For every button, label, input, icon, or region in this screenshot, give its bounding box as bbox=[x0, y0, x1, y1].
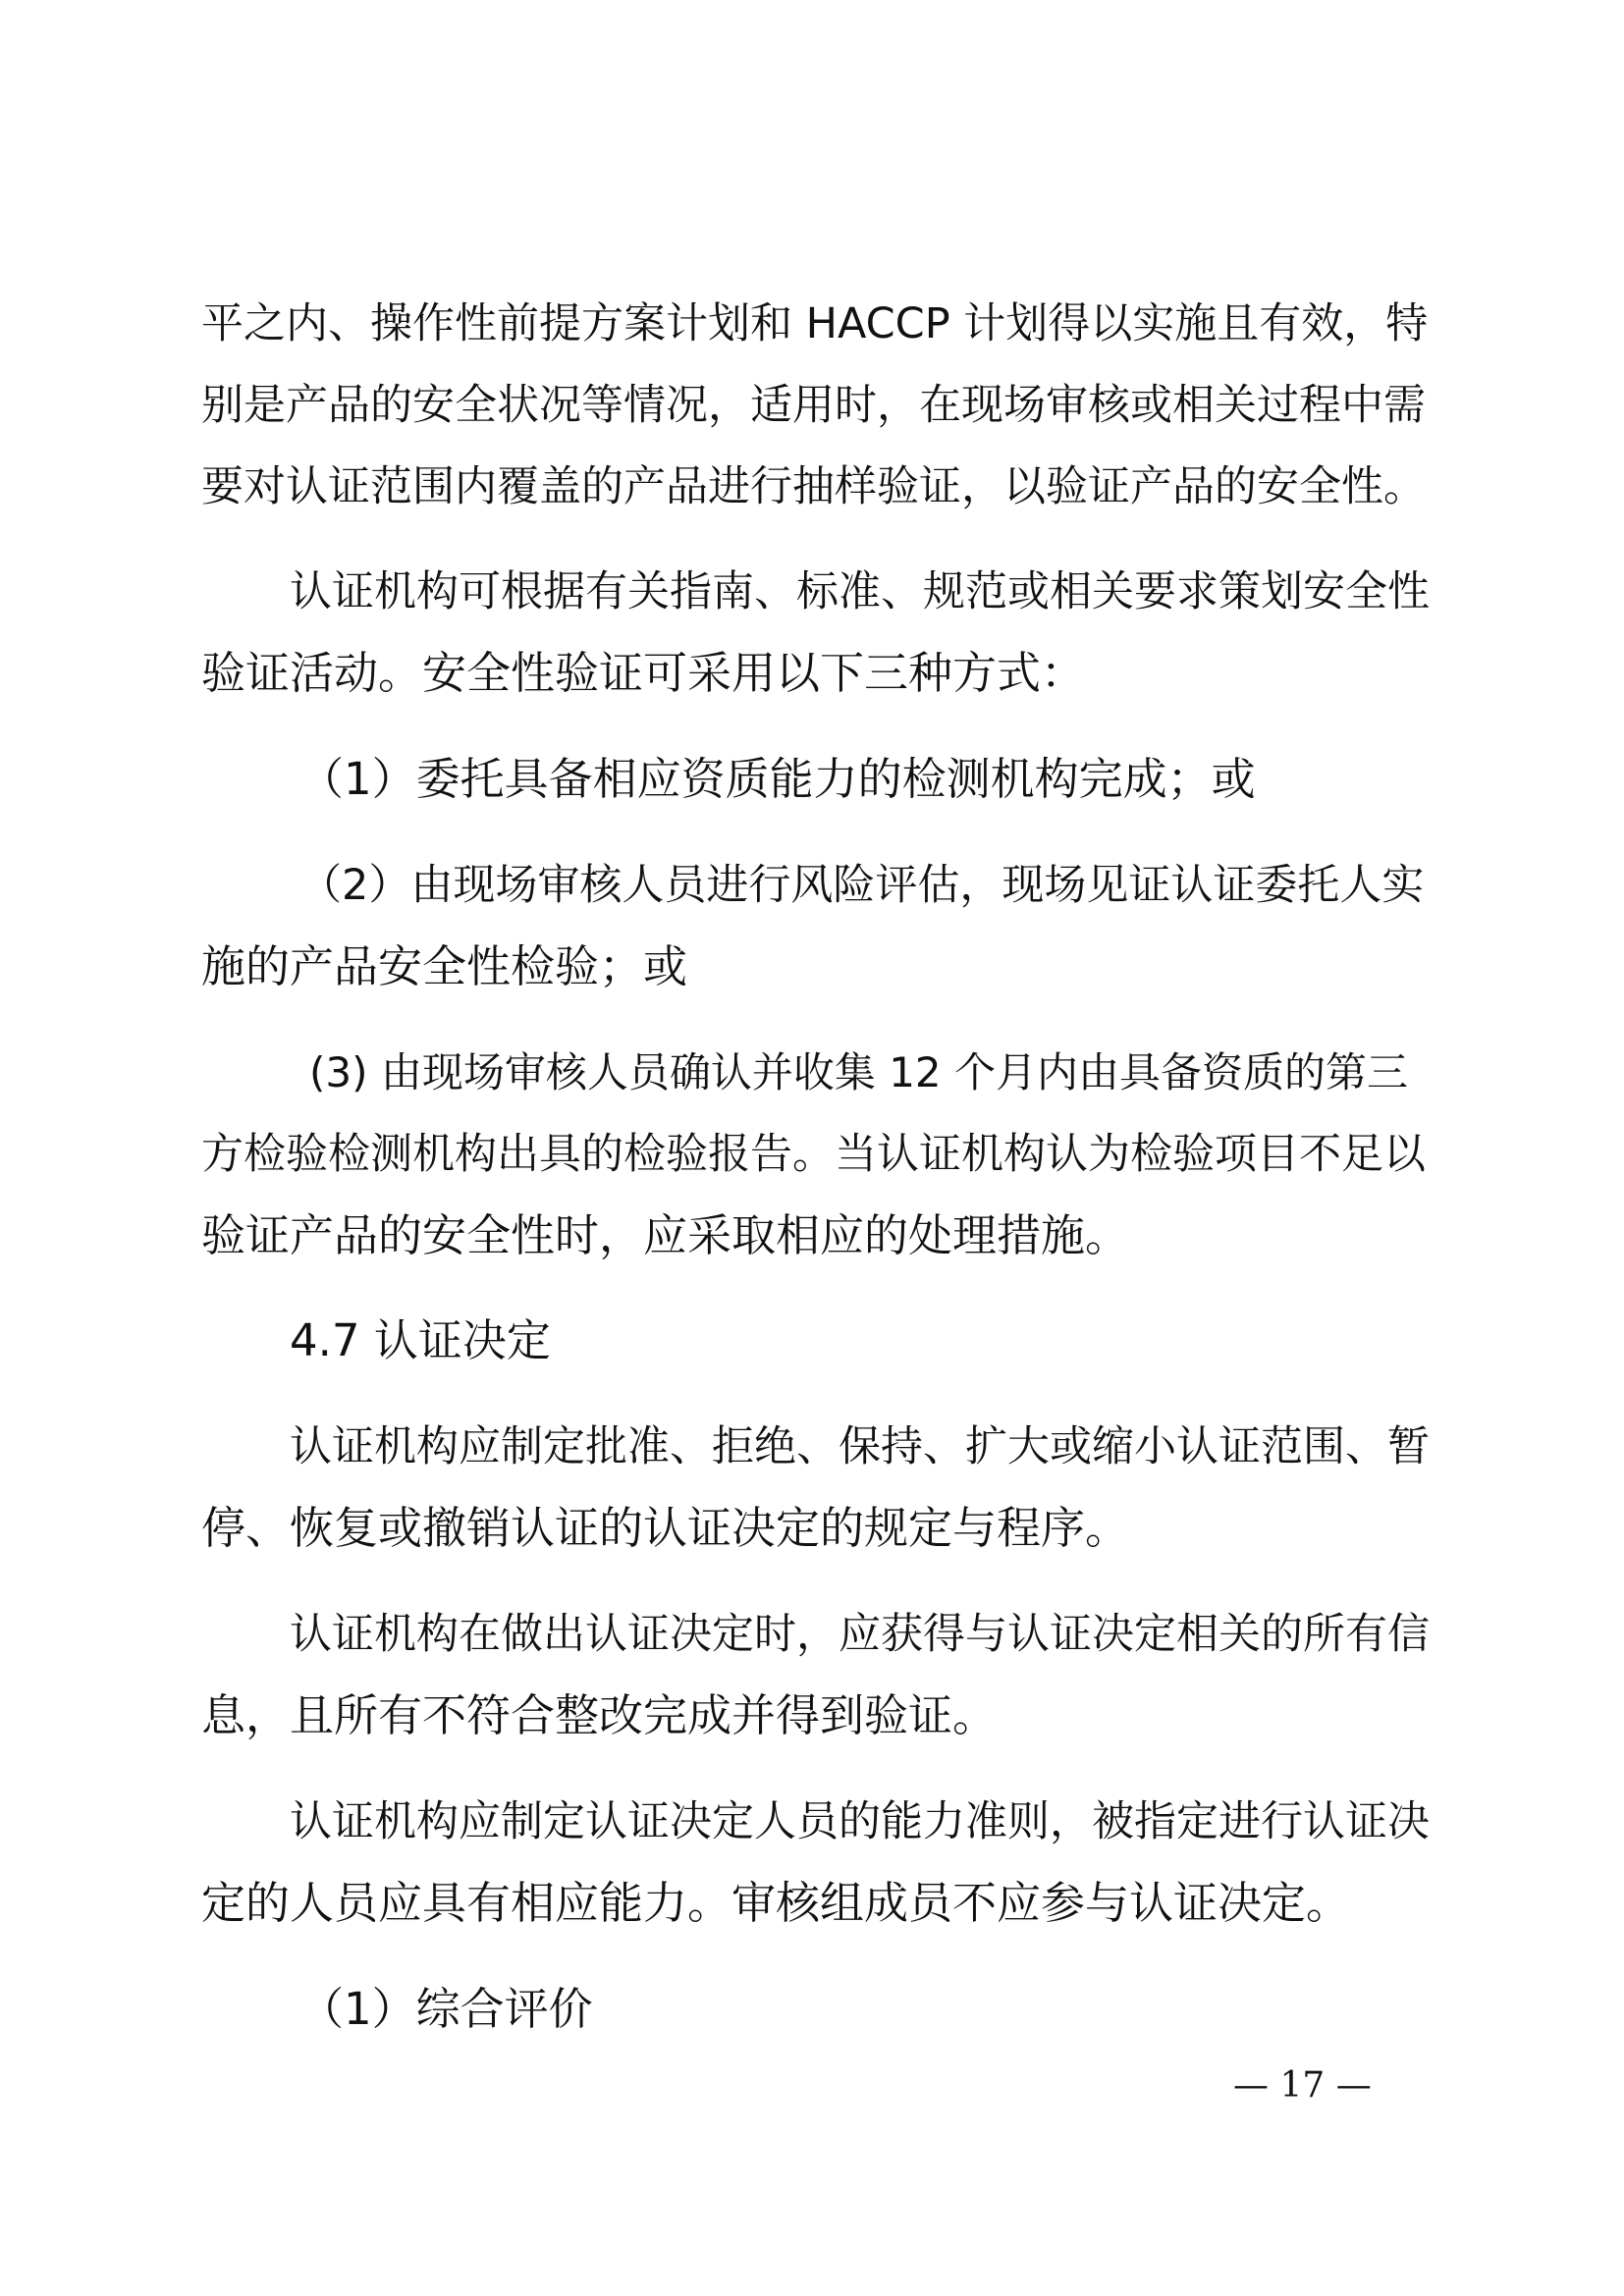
list-item-3-continuation-1: 方检验检测机构出具的检验报告。当认证机构认为检验项目不足以 bbox=[201, 1130, 1426, 1179]
text-line-15: 认证机构在做出认证决定时，应获得与认证决定相关的所有信 bbox=[290, 1610, 1430, 1659]
text-line-14: 停、恢复或撤销认证的认证决定的规定与程序。 bbox=[201, 1502, 1130, 1554]
text-line-1: 平之内、操作性前提方案计划和 HACCP 计划得以实施且有效，特 bbox=[201, 299, 1429, 348]
text-line-4: 认证机构可根据有关指南、标准、规范或相关要求策划安全性 bbox=[290, 567, 1430, 616]
list-item-1: （1）委托具备相应资质能力的检测机构完成；或 bbox=[299, 753, 1256, 805]
text-line-5: 验证活动。安全性验证可采用以下三种方式： bbox=[201, 647, 1086, 699]
text-line-13: 认证机构应制定批准、拒绝、保持、扩大或缩小认证范围、暂 bbox=[290, 1422, 1430, 1471]
section-heading-4-7: 4.7 认证决定 bbox=[290, 1314, 551, 1366]
list-item-2: （2）由现场审核人员进行风险评估，现场见证认证委托人实 bbox=[299, 861, 1425, 910]
list-item-3: (3) 由现场审核人员确认并收集 12 个月内由具备资质的第三 bbox=[309, 1048, 1408, 1096]
list-item-3-continuation-2: 验证产品的安全性时，应采取相应的处理措施。 bbox=[201, 1209, 1130, 1261]
text-line-17: 认证机构应制定认证决定人员的能力准则，被指定进行认证决 bbox=[290, 1797, 1430, 1846]
text-line-18: 定的人员应具有相应能力。审核组成员不应参与认证决定。 bbox=[201, 1877, 1351, 1929]
list-item-comprehensive-evaluation: （1）综合评价 bbox=[299, 1983, 593, 2035]
text-line-3: 要对认证范围内覆盖的产品进行抽样验证，以验证产品的安全性。 bbox=[201, 462, 1426, 511]
text-line-2: 别是产品的安全状况等情况，适用时，在现场审核或相关过程中需 bbox=[201, 381, 1426, 430]
page-number: — 17 — bbox=[1233, 2065, 1372, 2106]
list-item-2-continuation: 施的产品安全性检验；或 bbox=[201, 940, 688, 992]
text-line-16: 息，且所有不符合整改完成并得到验证。 bbox=[201, 1689, 998, 1741]
